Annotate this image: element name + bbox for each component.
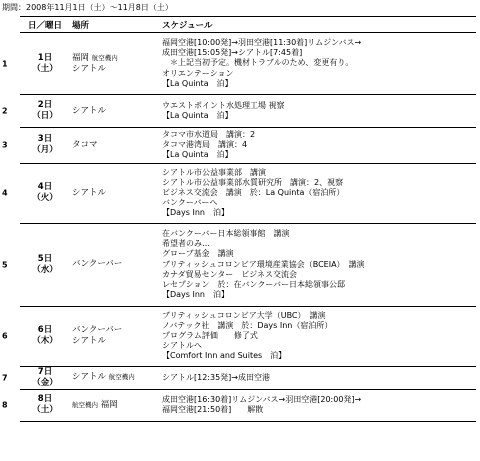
place-cell [70, 223, 160, 306]
day: 5日 [37, 253, 53, 264]
schedule-line: シアトル市公益事業部水質研究所 講演：2、視察 [162, 177, 344, 187]
weekday: （土） [32, 63, 58, 74]
day: 7日 [37, 366, 53, 377]
schedule-line: カナダ貿易センター ビジネス交流会 [162, 269, 298, 279]
schedule-line: シアトル[12:35発]→成田空港 [162, 372, 270, 382]
weekday: （月） [32, 145, 58, 156]
place-primary: 福岡 [72, 52, 90, 63]
schedule-line: ウエストポイント水処理工場 視察 [162, 100, 285, 110]
schedule-line: シアトルへ [162, 341, 202, 351]
schedule-line: 福岡空港[21:50着] 解散 [162, 405, 264, 415]
date-cell [2, 95, 70, 128]
place-sub: 航空機内 [91, 53, 118, 62]
schedule-line: 【La Quinta 泊】 [162, 150, 233, 160]
row-number: 2 [2, 106, 8, 116]
day: 8日 [37, 394, 53, 405]
weekday: （金） [32, 377, 58, 388]
weekday: （火） [32, 193, 58, 204]
schedule-line: レセプション 於：在バンクーバー日本総領事公邸 [162, 279, 345, 289]
schedule-line: 成田空港[16:30着]リムジンバス→羽田空港[20:00発]→ [162, 394, 362, 404]
schedule-line: ビジネス交流会 講演 於：La Quinta（宿泊所） [162, 188, 345, 197]
table-row [20, 389, 476, 421]
table-row [20, 223, 476, 306]
weekday: （土） [32, 405, 58, 416]
schedule-line: 【La Quinta 泊】 [162, 78, 233, 88]
weekday: （日） [32, 111, 58, 121]
place-cell [70, 95, 160, 128]
schedule-line: オリエンテーション [162, 68, 234, 78]
place-after: 福岡 [100, 399, 118, 410]
schedule-line: 希望者のみ… [162, 239, 210, 249]
place-secondary: シアトル [72, 63, 107, 74]
place-cell [70, 366, 160, 389]
schedule-line: ブリティッシュコロンビア大学（UBC） 講演 [162, 310, 326, 320]
schedule-cell [160, 223, 476, 306]
schedule-line: 【Days Inn 泊】 [162, 208, 230, 218]
row-number: 5 [2, 260, 8, 270]
day: 4日 [37, 182, 53, 193]
schedule-line: プログラム評価 修了式 [162, 331, 258, 340]
day: 2日 [37, 100, 53, 110]
weekday: （水） [32, 264, 58, 275]
date-cell [2, 163, 70, 223]
place-cell [70, 389, 160, 421]
day: 3日 [37, 134, 53, 145]
day: 1日 [37, 52, 53, 63]
place-primary: バンクーバー [72, 259, 123, 270]
row-number: 4 [2, 188, 8, 198]
place-sub: 航空機内 [72, 400, 98, 409]
place-primary: バンクーバー [72, 325, 123, 336]
row-number: 8 [2, 400, 8, 410]
schedule-line: バンクーバーへ [162, 198, 218, 208]
header-row [20, 17, 476, 33]
schedule-line: 【Comfort Inn and Suites 泊】 [162, 351, 287, 361]
place-cell [70, 33, 160, 95]
schedule-cell [160, 306, 476, 366]
schedule-line: 成田空港[15:05発]→シアトル[7:45着] [162, 48, 303, 58]
place-secondary: シアトル [72, 336, 107, 347]
row-number: 1 [2, 59, 8, 68]
schedule-body [2, 33, 476, 422]
period-text: 期間：2008年11月1日（土）～11月8日（土） [2, 3, 173, 12]
schedule-cell [160, 366, 476, 389]
table-row [20, 33, 476, 95]
schedule-line: タコマ港湾局 講演：4 [162, 140, 248, 150]
schedule-line: ＊上記当初予定。機材トラブルのため、変更有り。 [162, 58, 354, 68]
schedule-cell [160, 163, 476, 223]
row-number: 7 [2, 373, 8, 383]
schedule-table [2, 16, 476, 422]
place-primary: タコマ [72, 139, 98, 150]
header-date: 日／曜日 [20, 17, 70, 33]
row-number: 3 [2, 140, 8, 150]
place-primary: シアトル [72, 372, 107, 383]
header-schedule: スケジュール [160, 17, 476, 33]
place-sub: 航空機内 [108, 373, 135, 382]
schedule-cell [160, 128, 476, 164]
table-row [20, 366, 476, 389]
table-row [20, 306, 476, 366]
schedule-cell [160, 389, 476, 421]
header-place: 場所 [70, 17, 160, 33]
place-cell [70, 306, 160, 366]
date-cell [2, 306, 70, 366]
date-cell [2, 389, 70, 421]
schedule-cell [160, 95, 476, 128]
schedule-line: タコマ市水道局 講演：2 [162, 130, 256, 139]
table-row [20, 128, 476, 164]
weekday: （木） [32, 336, 58, 347]
schedule-line: 福岡空港[10:00発]→羽田空港[11:30着]リムジンバス→ [162, 37, 362, 47]
date-cell [2, 128, 70, 164]
table-row [20, 95, 476, 128]
table-row [20, 163, 476, 223]
row-number: 6 [2, 331, 8, 341]
schedule-line: 【La Quinta 泊】 [162, 111, 233, 120]
place-cell [70, 128, 160, 164]
schedule-line: 【Days Inn 泊】 [162, 290, 230, 300]
day: 6日 [37, 325, 53, 336]
schedule-cell [160, 33, 476, 95]
place-primary: シアトル [72, 187, 107, 198]
schedule-line: グローブ基金 講演 [162, 249, 234, 259]
date-cell [2, 33, 70, 95]
place-cell [70, 163, 160, 223]
date-cell [2, 366, 70, 389]
schedule-line: シアトル市公益事業部 講演 [162, 167, 266, 177]
schedule-line: ブリティッシュコロンビア環境産業協会（BCEIA） 講演 [162, 259, 365, 269]
date-cell [2, 223, 70, 306]
schedule-line: 在バンクーバー日本総領事館 講演 [162, 228, 290, 238]
schedule-line: ノバテック社 講演 於：Days Inn（宿泊所） [162, 320, 333, 330]
place-primary: シアトル [72, 105, 107, 116]
